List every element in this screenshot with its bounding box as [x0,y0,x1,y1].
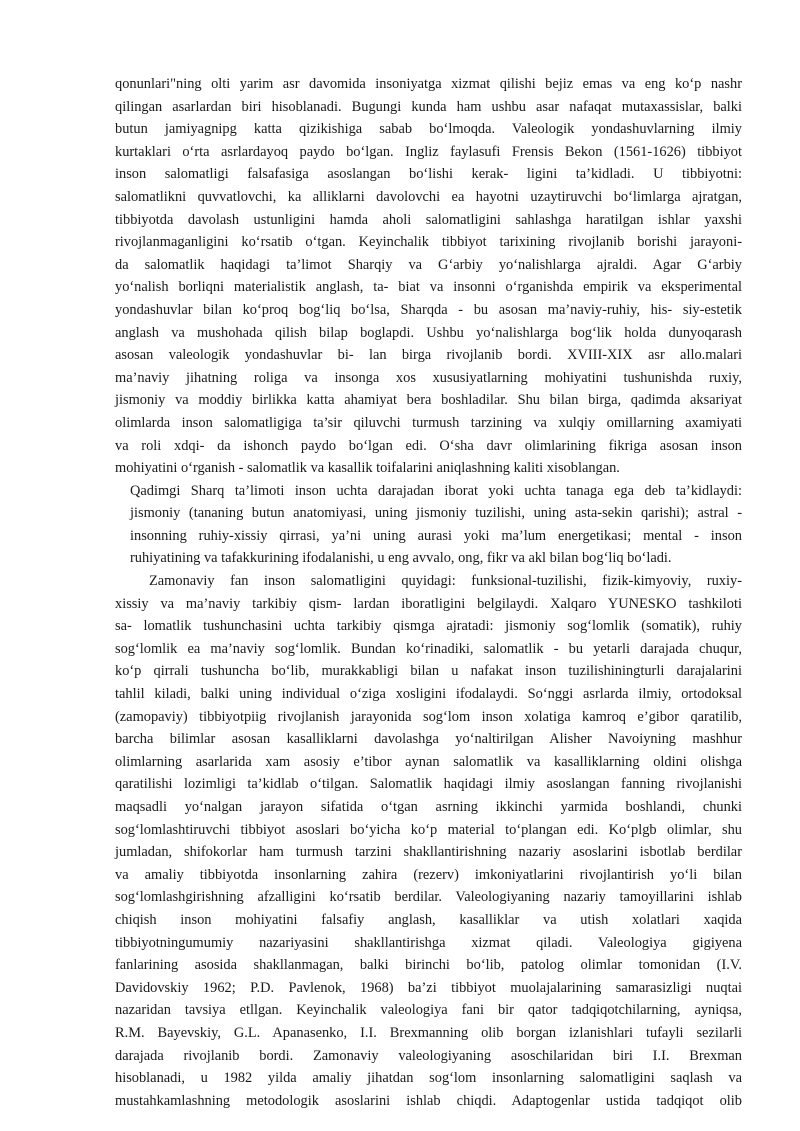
text-line: jumladan, shifokorlar ham turmush tarzini shakllantirishning nazariy asoslarini isbotlab berdilar [115,844,742,861]
text-line: Davidovskiy 1962; P.D. Pavlenok, 1968) ba’zi tibbiyot muolajalarining samarasizligi nuqtai [115,979,742,996]
text-line: ruhiyatining va tafakkurining ifodalanishi, u eng avvalo, ong, fikr va akl bilan bog‘liq bo‘ladi. [130,550,672,567]
text-line: ko‘p qirrali tushuncha bo‘lib, murakkabligi bilan u nafakat inson tuzilishiningturli darajalarini [115,663,742,680]
text-line: asosan valeologik yondashuvlar bi- lan birga rivojlanib bordi. XVIII-XIX asr allo.malari [115,347,742,364]
text-line: butun jamiyagnipg katta qizikishiga sabab bo‘lmoqda. Valeologik yondashuvlarning ilmiy [115,121,742,138]
text-line: olimlarning asarlarida xam asosiy e’tibor aynan salomatlik va kasalliklarning oldini olishga [115,753,742,770]
text-line: barcha bilimlar asosan kasalliklarni davolashga yo‘naltirilgan Alisher Navoiyning mashhur [115,731,742,748]
text-line: sog‘lomlashgirishning afzalligini ko‘rsatib berdilar. Valeologiyaning nazariy tamoyillarini ishlab [115,889,742,906]
paragraph-2 [115,480,742,570]
text-line: olimlarda inson salomatligiga ta’sir qiluvchi turmush tarzining va xulqiy omillarning axamiyati [115,414,742,431]
text-line: qaratilishi lozimligi ta’kidlab o‘tilgan. Salomatlik haqidagi ilmiy asoslangan fanning rivojlanishi [115,776,742,793]
text-line: yo‘nalish borliqni materialistik anglash, ta- biat va insonni o‘rganishda empirik va eksperimental [115,279,742,296]
text-line: sog‘lomlik ea ma’naviy sog‘lomlik. Bundan ko‘rinadiki, salomatlik - bu yetarli darajada chuqur, [115,640,742,657]
text-line: Zamonaviy fan inson salomatligini quyidagi: funksional-tuzilishi, fizik-kimyoviy, ruxiy- [149,573,742,590]
text-line: kurtaklari o‘rta asrlardayoq paydo bo‘lgan. Ingliz faylasufi Frensis Bekon (1561-1626) tibbiyot [115,143,742,160]
text-line: (zamopaviy) tibbiyotpiig rivojlanish jarayonida sog‘lom inson xolatiga kamroq e’gibor qaratilib, [115,708,742,725]
text-line: darajada rivojlanib bordi. Zamonaviy valeologiyaning asoschilaridan biri I.I. Brexman [115,1047,742,1064]
text-line: sa- lomatlik tushunchasini uchta tarkibiy qismga ajratadi: jismoniy sog‘lomlik (somatik), ruhiy [115,618,742,635]
text-line: qilingan asarlardan biri hisoblanadi. Bugungi kunda ham ushbu asar nafaqat mutaxassislar, balki [115,98,742,115]
text-line: insonning ruhiy-xissiy qirrasi, ya’ni uning aurasi yoki ma’lum energetikasi; mental - inson [130,527,742,544]
text-line: maqsadli yo‘nalgan jarayon sifatida o‘tgan asrning ikkinchi yarmida boshlandi, chunki [115,799,742,815]
text-line: fanlarining asosida shakllanmagan, balki birinchi bo‘lib, patolog olimlar tomonidan (I.V. [115,957,742,974]
text-line: anglash va mushohada qilish bilap boglapdi. Ushbu yo‘nalishlarga bog‘lik holda dunyoqarash [115,324,742,341]
text-line: ma’naviy jihatning roliga va insonga xos xususiyatlarning mohiyatini tushunishda ruxiy, [115,369,742,386]
document-page [115,73,742,1112]
text-line: jismoniy (tananing butun anatomiyasi, uning jismoniy tuzilishi, uning asta-sekin qarishi); astral - [130,505,742,522]
paragraph-1 [115,73,742,480]
text-line: salomatlikni quvvatlovchi, ka alliklarni davolovchi ea hayotni uzaytiruvchi bo‘limlarga ajratgan, [115,188,742,205]
text-line: tibbiyotda davolash ustunligini hamda aholi salomatligini sahlashga haratilgan ishlar yaxshi [115,211,742,228]
text-line: tahlil kiladi, balki uning individual o‘ziga xosligini ifodalaydi. So‘nggi asrlarda ilmiy, ortodoksal [115,686,742,703]
text-line: tibbiyotningumumiy nazariyasini shakllantirishga xizmat qiladi. Valeologiya gigiyena [115,934,742,951]
text-line: xissiy va ma’naviy tarkibiy qism- lardan iboratligini belgilaydi. Xalqaro YUNESKO tashkiloti [115,595,742,612]
text-line: nazaridan tavsiya etllgan. Keyinchalik valeologiya fani bir qator tadqiqotchilarning, ayniqsa, [115,1002,742,1019]
text-line: Qadimgi Sharq ta’limoti inson uchta darajadan iborat yoki uchta tanaga ega deb ta’kidlaydi: [130,482,742,499]
text-line: jismoniy va moddiy birlikka katta ahamiyat bera boshladilar. Shu bilan birga, qadimda aksariyat [115,392,742,409]
text-line: R.M. Bayevskiy, G.L. Apanasenko, I.I. Brexmanning olib borgan izlanishlari tufayli sezilarli [115,1024,742,1041]
text-line: va amaliy tibbiyotda insonlarning zahira (rezerv) imkoniyatlarini rivojlantirish yo‘li bilan [115,866,742,883]
text-line: chiqish inson mohiyatini falsafiy anglash, kasalliklar va utish xolatlari xaqida [115,911,742,928]
paragraph-3 [115,570,742,1112]
text-line: qonunlari"ning olti yarim asr davomida insoniyatga xizmat qilishi bejiz emas va eng ko‘p nashr [115,76,742,92]
text-line: inson salomatligi falsafasiga asoslangan bo‘lishi kerak- ligini ta’kidladi. U tibbiyotni: [115,166,742,183]
text-line: hisoblanadi, u 1982 yilda amaliy jihatdan sog‘lom insonlarning salomatligini saqlash va [115,1070,742,1087]
text-line: yondashuvlar bilan ko‘proq bog‘liq bo‘lsa, Sharqda - bu asosan ma’naviy-ruhiy, his- siy-estetik [115,301,742,318]
text-line: mohiyatini o‘rganish - salomatlik va kasallik toifalarini aniqlashning kaliti xisoblangan. [115,460,620,477]
text-line: va roli xdqi- da ishonch paydo bo‘lgan edi. O‘sha davr olimlarining fikriga asosan inson [115,437,742,454]
text-line: da salomatlik haqidagi ta’limot Sharqiy va G‘arbiy yo‘nalishlarga ajraldi. Agar G‘arbiy [115,256,742,273]
text-line: mustahkamlashning metodologik asoslarini ishlab chiqdi. Adaptogenlar ustida tadqiqot olib [115,1092,742,1109]
text-line: rivojlanmaganligini ko‘rsatib o‘tgan. Keyinchalik tibbiyot tarixining rivojlanib borishi jarayoni- [115,234,742,251]
text-line: sog‘lomlashtiruvchi tibbiyot asoslari bo‘yicha ko‘p material to‘plangan edi. Ko‘plgb olimlar, shu [115,821,742,838]
